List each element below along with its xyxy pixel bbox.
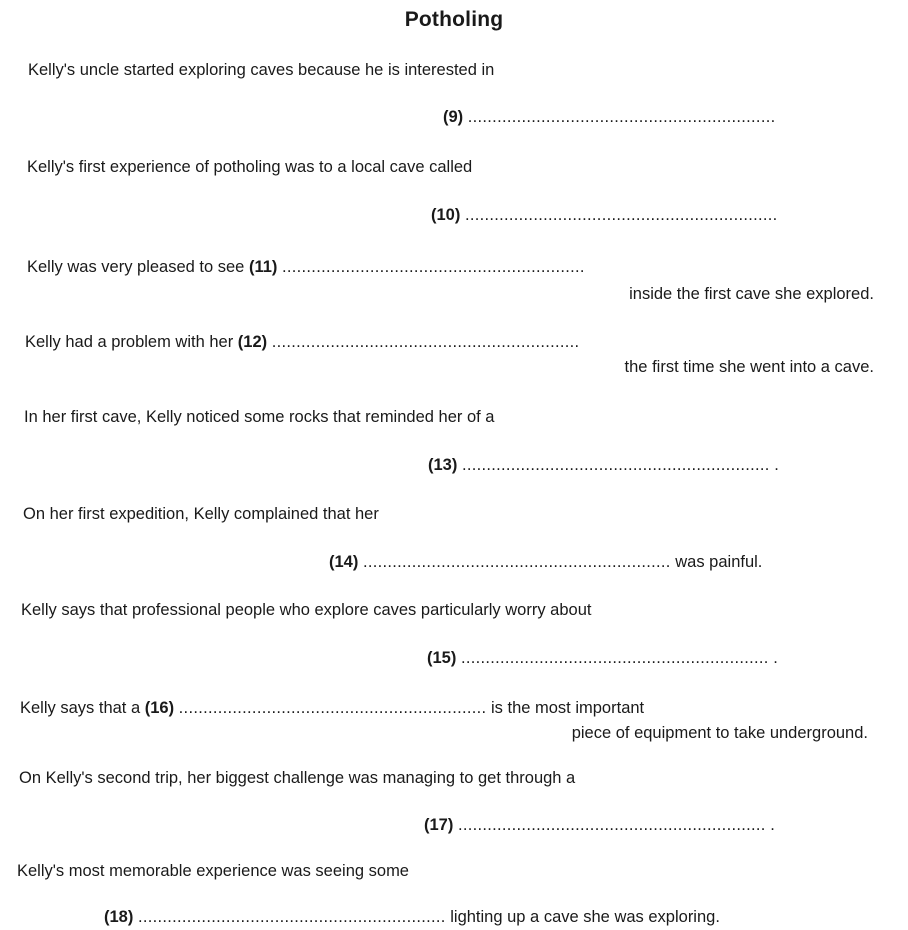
question-15-answer-line[interactable] (427, 648, 778, 668)
question-16-prompt: Kelly says that a (20, 699, 141, 717)
question-9-answer-line[interactable] (443, 107, 775, 127)
question-18-prompt: Kelly's most memorable experience was seeing some (17, 862, 409, 880)
question-17-answer-line[interactable] (424, 815, 775, 835)
question-10-answer-line[interactable] (431, 205, 777, 225)
answer-blank[interactable]: ............................................................... (457, 816, 766, 834)
question-13-answer-line[interactable] (428, 455, 779, 475)
question-number: (9) (443, 108, 464, 126)
answer-blank[interactable]: ............................................................... (362, 553, 671, 571)
question-number: (13) (428, 456, 458, 474)
question-18-answer-line[interactable] (104, 907, 720, 927)
line-end: lighting up a cave she was exploring. (450, 908, 720, 926)
question-9-prompt: Kelly's uncle started exploring caves because he is interested in (28, 61, 495, 79)
answer-blank[interactable]: ............................................................... (464, 206, 773, 224)
question-16-mid: is the most important (490, 699, 645, 717)
line-end: . (772, 206, 778, 224)
question-12-line[interactable] (25, 332, 579, 352)
answer-blank[interactable]: ............................................................... (178, 699, 487, 717)
question-number: (14) (329, 553, 359, 571)
question-11-line[interactable] (27, 257, 585, 277)
answer-blank[interactable]: .............................................................. (282, 258, 585, 276)
question-13-prompt: In her first cave, Kelly noticed some rocks that reminded her of a (24, 408, 495, 426)
question-11-prompt: Kelly was very pleased to see (27, 258, 245, 276)
question-number: (12) (237, 333, 268, 351)
answer-blank[interactable]: ............................................................... (461, 456, 770, 474)
question-14-prompt: On her first expedition, Kelly complained that her (23, 505, 379, 523)
question-15-prompt: Kelly says that professional people who explore caves particularly worry about (21, 601, 592, 619)
question-14-answer-line[interactable] (329, 552, 762, 572)
question-16-line[interactable] (20, 698, 644, 718)
line-end: . (770, 816, 775, 834)
question-number: (15) (427, 649, 457, 667)
line-end: . (773, 649, 778, 667)
question-17-prompt: On Kelly's second trip, her biggest challenge was managing to get through a (19, 769, 576, 787)
answer-blank[interactable]: ............................................................... (271, 333, 580, 351)
question-number: (10) (431, 206, 461, 224)
answer-blank[interactable]: ............................................................... (460, 649, 769, 667)
question-16-continuation: piece of equipment to take underground. (571, 724, 868, 742)
line-end: was painful. (675, 553, 763, 571)
page-title: Potholing (404, 8, 504, 31)
question-number: (17) (424, 816, 454, 834)
answer-blank[interactable]: .............................................................. (467, 108, 771, 126)
question-12-continuation: the first time she went into a cave. (624, 358, 874, 376)
question-number: (11) (248, 258, 278, 276)
question-11-continuation: inside the first cave she explored. (629, 285, 874, 303)
line-end: . (770, 108, 776, 126)
answer-blank[interactable]: ............................................................... (137, 908, 446, 926)
question-number: (16) (144, 699, 175, 717)
question-number: (18) (104, 908, 134, 926)
question-12-prompt: Kelly had a problem with her (25, 333, 234, 351)
question-10-prompt: Kelly's first experience of potholing was to a local cave called (27, 158, 473, 176)
line-end: . (774, 456, 779, 474)
